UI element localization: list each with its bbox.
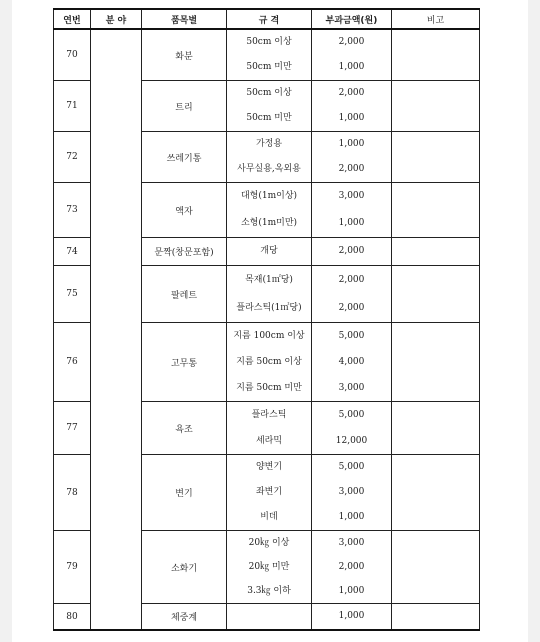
- item-name-cell: 쓰레기통: [142, 132, 227, 183]
- fee-cell: [312, 604, 392, 631]
- spec-line: 비데: [260, 512, 278, 522]
- header-note: 비고: [392, 9, 480, 29]
- spec-cell: [227, 81, 312, 132]
- document-page: [12, 0, 528, 642]
- row-number-cell: 72: [54, 132, 91, 183]
- spec-cell: [227, 323, 312, 402]
- item-name-cell: 액자: [142, 183, 227, 238]
- fee-line: 2,000: [338, 164, 365, 174]
- fee-line: 12,000: [335, 436, 368, 446]
- spec-cell: [227, 455, 312, 531]
- fee-cell: [312, 29, 392, 81]
- note-cell: [392, 455, 480, 531]
- row-number-cell: 76: [54, 323, 91, 402]
- fee-line: 2,000: [338, 37, 365, 47]
- fee-cell: [312, 81, 392, 132]
- row-number-cell: 70: [54, 29, 91, 81]
- fee-line: 5,000: [338, 462, 365, 472]
- fee-line: 5,000: [338, 410, 365, 420]
- spec-line: 20㎏ 미만: [248, 562, 290, 572]
- spec-line: 플라스틱(1㎡당): [236, 303, 302, 313]
- fee-line: 2,000: [338, 303, 365, 313]
- spec-line: 소형(1m미만): [240, 218, 298, 228]
- item-name-cell: 트리: [142, 81, 227, 132]
- spec-cell: [227, 132, 312, 183]
- fee-line: 1,000: [338, 62, 365, 72]
- note-cell: [392, 604, 480, 631]
- header-no: 연번: [54, 9, 91, 29]
- fee-cell: [312, 132, 392, 183]
- header-fee: 부과금액(원): [312, 9, 392, 29]
- fee-line: 5,000: [338, 331, 365, 341]
- spec-cell: [227, 402, 312, 455]
- row-number-cell: 71: [54, 81, 91, 132]
- row-number-cell: 74: [54, 238, 91, 266]
- row-number-cell: 75: [54, 266, 91, 323]
- fee-line: 2,000: [338, 275, 365, 285]
- spec-cell: [227, 29, 312, 81]
- header-row: [54, 9, 480, 29]
- note-cell: [392, 238, 480, 266]
- note-cell: [392, 323, 480, 402]
- fee-cell: [312, 238, 392, 266]
- row-number-cell: 73: [54, 183, 91, 238]
- fee-line: 4,000: [338, 357, 365, 367]
- fee-line: 1,000: [338, 218, 365, 228]
- spec-line: 50cm 미만: [246, 113, 292, 123]
- spec-line: 지름 50cm 이상: [236, 357, 302, 367]
- spec-line: 50cm 이상: [246, 37, 292, 47]
- fee-line: 1,000: [338, 611, 365, 621]
- spec-line: [227, 604, 311, 629]
- note-cell: [392, 29, 480, 81]
- fee-line: 3,000: [338, 383, 365, 393]
- fee-cell: [312, 266, 392, 323]
- spec-line: 사무실용,옥외용: [237, 164, 301, 174]
- row-number-cell: 78: [54, 455, 91, 531]
- fee-table: [53, 8, 480, 631]
- spec-cell: [227, 531, 312, 604]
- fee-line: 2,000: [338, 88, 365, 98]
- fee-line: 1,000: [338, 586, 365, 596]
- spec-line: 20㎏ 이상: [248, 538, 290, 548]
- spec-line: 좌변기: [255, 487, 283, 497]
- spec-line: 50cm 이상: [246, 88, 292, 98]
- item-name-cell: 팔레트: [142, 266, 227, 323]
- spec-line: 가정용: [255, 139, 283, 149]
- spec-line: 양변기: [255, 462, 283, 472]
- spec-cell: [227, 238, 312, 266]
- spec-line: 지름 100cm 이상: [233, 331, 305, 341]
- fee-line: 3,000: [338, 538, 365, 548]
- fee-line: 3,000: [338, 487, 365, 497]
- fee-cell: [312, 323, 392, 402]
- note-cell: [392, 266, 480, 323]
- item-name-cell: 문짝(창문포함): [142, 238, 227, 266]
- note-cell: [392, 183, 480, 238]
- item-name-cell: 체중계: [142, 604, 227, 631]
- item-name-cell: 변기: [142, 455, 227, 531]
- table-row: [54, 29, 480, 81]
- spec-cell: [227, 183, 312, 238]
- note-cell: [392, 81, 480, 132]
- row-number-cell: 77: [54, 402, 91, 455]
- fee-line: 1,000: [338, 139, 365, 149]
- item-name-cell: 소화기: [142, 531, 227, 604]
- spec-cell: [227, 266, 312, 323]
- spec-line: 3.3㎏ 이하: [247, 586, 291, 596]
- header-field: 분 야: [91, 9, 142, 29]
- row-number-cell: 80: [54, 604, 91, 631]
- note-cell: [392, 402, 480, 455]
- fee-line: 3,000: [338, 191, 365, 201]
- fee-cell: [312, 531, 392, 604]
- spec-line: 세라믹: [255, 436, 283, 446]
- spec-line: 개당: [260, 246, 278, 256]
- item-name-cell: 욕조: [142, 402, 227, 455]
- fee-cell: [312, 455, 392, 531]
- note-cell: [392, 132, 480, 183]
- header-spec: 규 격: [227, 9, 312, 29]
- fee-cell: [312, 402, 392, 455]
- spec-cell: [227, 604, 312, 631]
- header-item: 품목별: [142, 9, 227, 29]
- field-cell: [91, 29, 142, 630]
- spec-line: 지름 50cm 미만: [236, 383, 302, 393]
- spec-line: 50cm 미만: [246, 62, 292, 72]
- fee-line: 2,000: [338, 246, 365, 256]
- spec-line: 플라스틱: [251, 410, 287, 420]
- fee-table-body: [54, 29, 480, 630]
- item-name-cell: 화분: [142, 29, 227, 81]
- fee-line: 2,000: [338, 562, 365, 572]
- fee-line: 1,000: [338, 512, 365, 522]
- item-name-cell: 고무통: [142, 323, 227, 402]
- row-number-cell: 79: [54, 531, 91, 604]
- spec-line: 대형(1m이상): [240, 191, 298, 201]
- note-cell: [392, 531, 480, 604]
- fee-cell: [312, 183, 392, 238]
- fee-line: 1,000: [338, 113, 365, 123]
- spec-line: 목재(1㎡당): [245, 275, 293, 285]
